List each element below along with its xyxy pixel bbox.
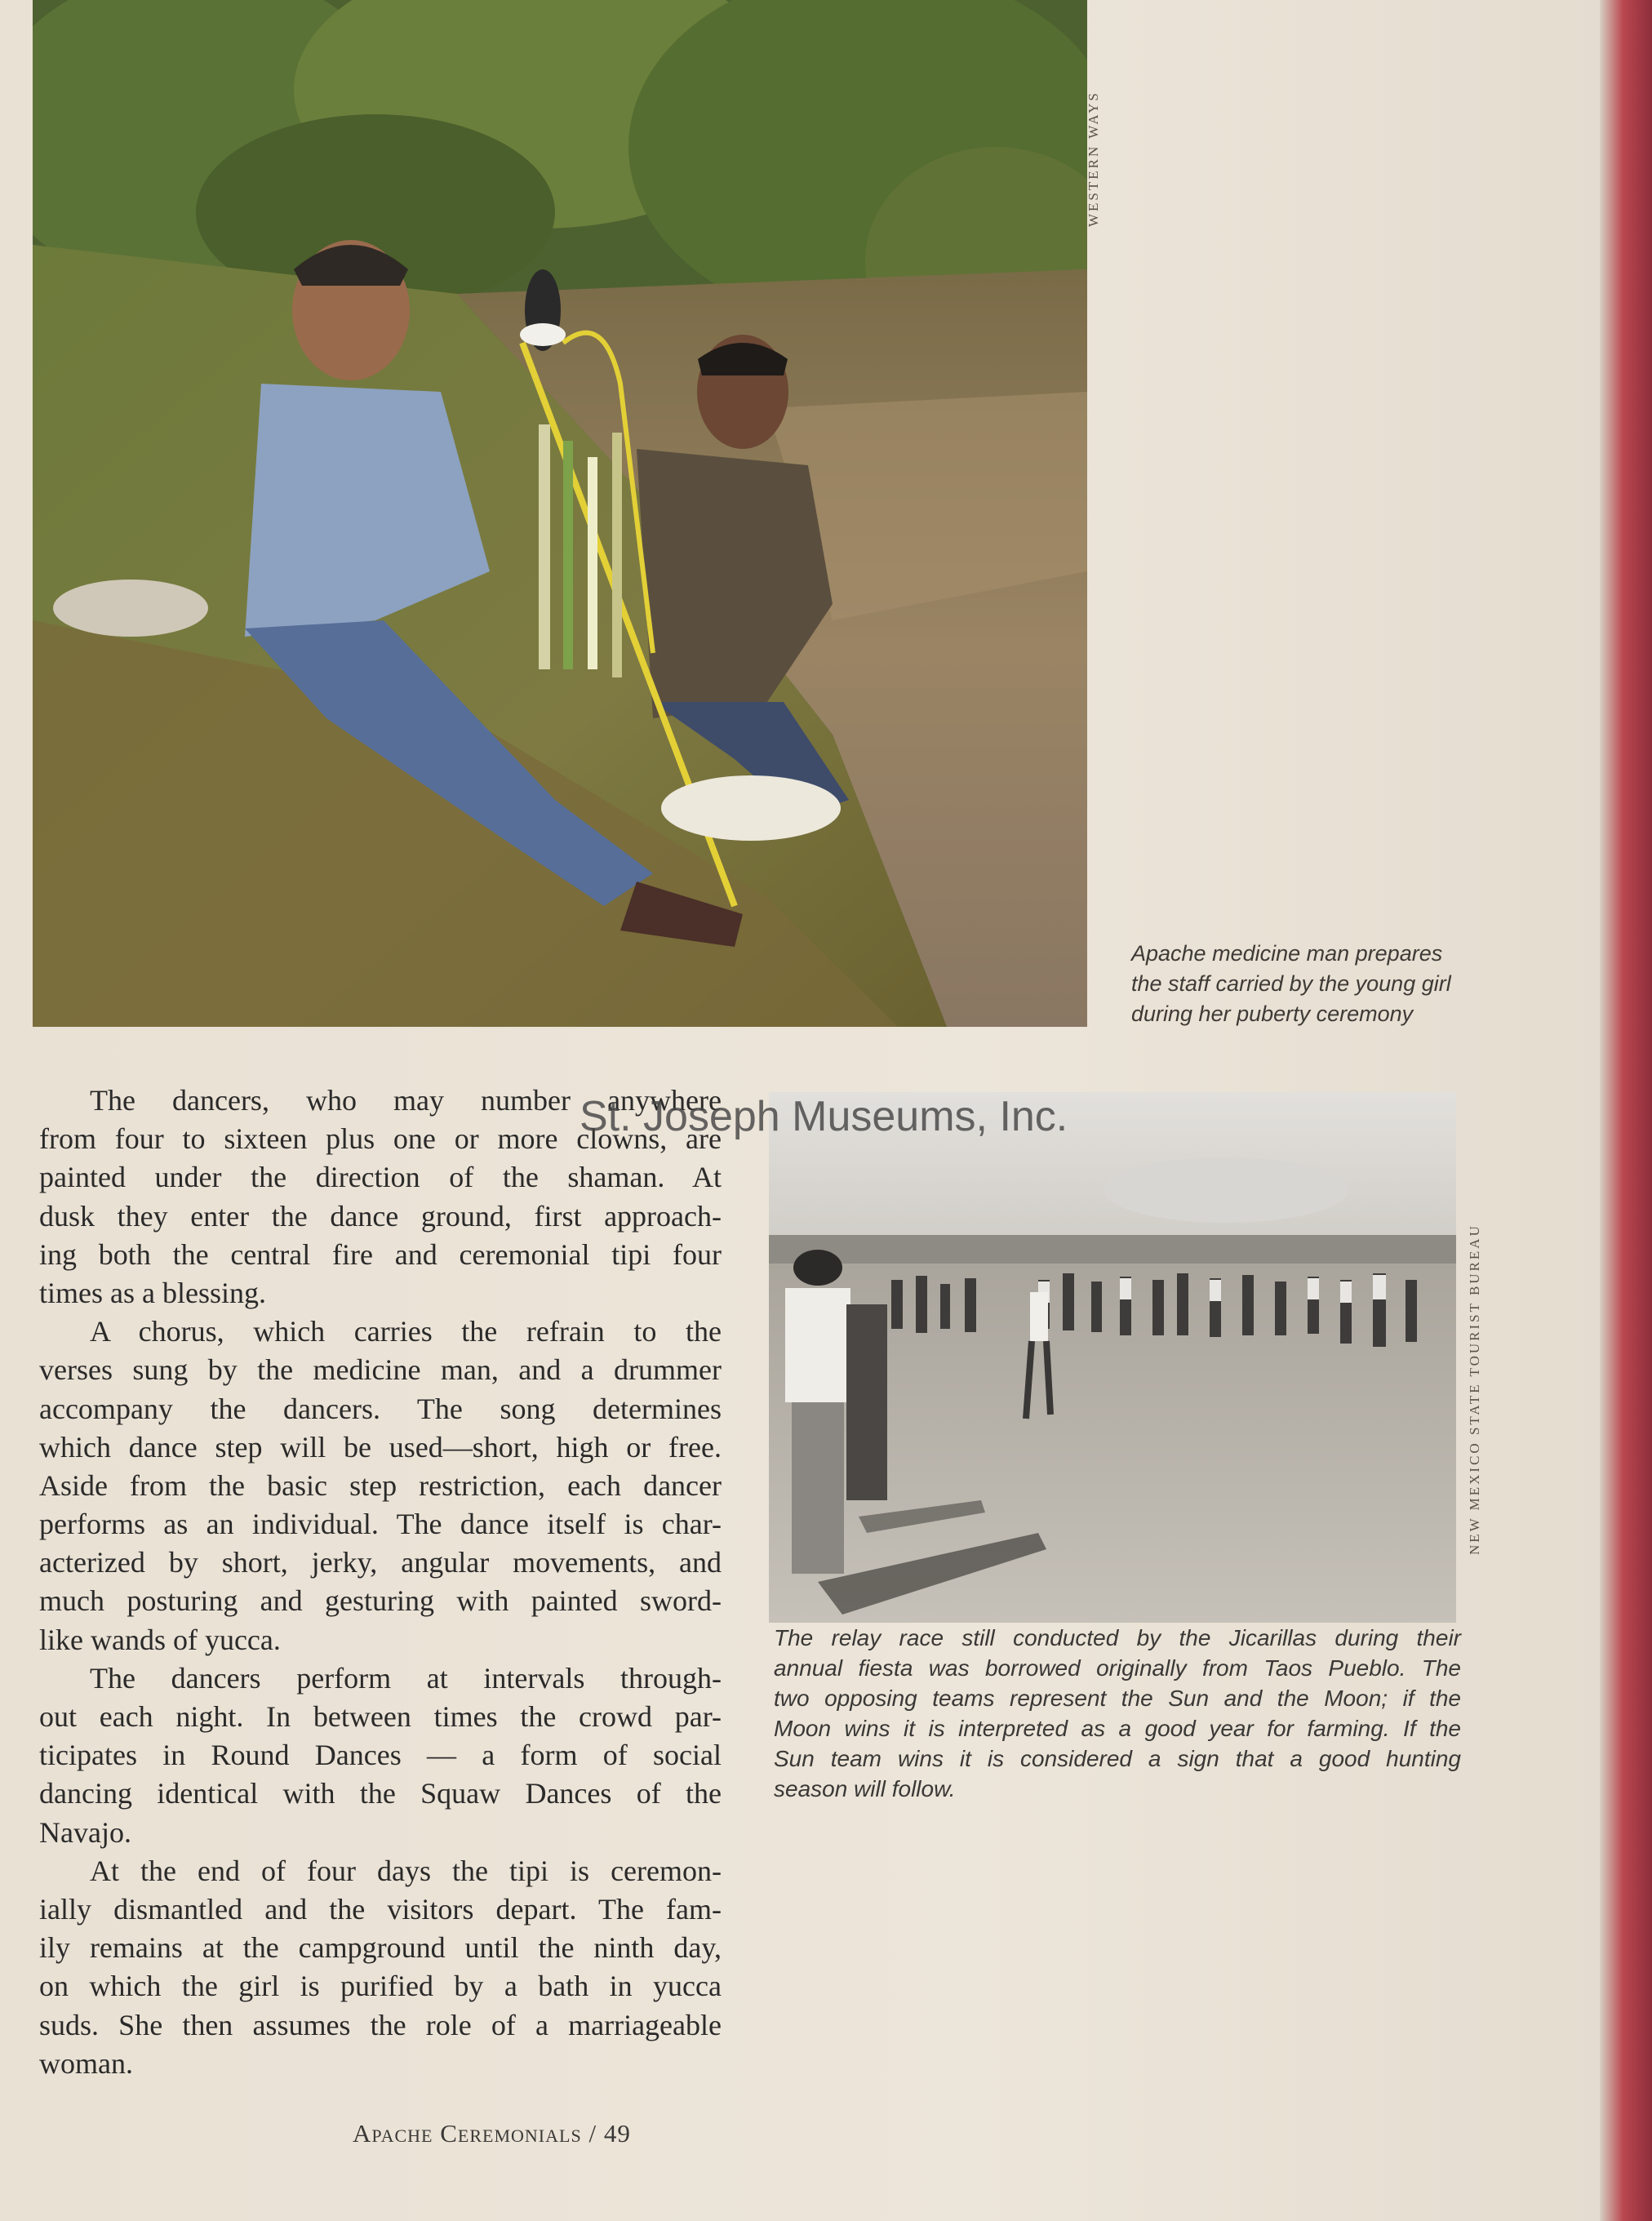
body-line: suds. She then assumes the role of a marriageable bbox=[39, 2008, 722, 2041]
body-line: out each night. In between times the crowd par- bbox=[39, 1700, 722, 1733]
photo-credit-top: WESTERN WAYS bbox=[1086, 91, 1101, 227]
page-footer bbox=[353, 2119, 631, 2148]
body-line: like wands of yucca. bbox=[39, 1623, 281, 1656]
photo-credit-bottom: NEW MEXICO STATE TOURIST BUREAU bbox=[1467, 1224, 1482, 1555]
body-line: painted under the direction of the shaman. At bbox=[39, 1161, 722, 1194]
caption-line: Sun team wins it is considered a sign that a good hunting bbox=[774, 1746, 1461, 1771]
body-text bbox=[39, 1082, 722, 2083]
body-line: times as a blessing. bbox=[39, 1276, 266, 1309]
page-number: 49 bbox=[603, 2119, 631, 2148]
body-line: At the end of four days the tipi is ceremon- bbox=[90, 1854, 722, 1887]
watermark: St. Joseph Museums, Inc. bbox=[580, 1093, 1068, 1140]
body-line: dusk they enter the dance ground, first approach- bbox=[39, 1199, 722, 1233]
body-line: dancing identical with the Squaw Dances of the bbox=[39, 1777, 722, 1810]
caption-line: Moon wins it is interpreted as a good year for farming. If the bbox=[774, 1716, 1461, 1741]
body-line: on which the girl is purified by a bath in yucca bbox=[39, 1970, 722, 2003]
caption-line: Apache medicine man prepares bbox=[1131, 941, 1443, 966]
body-line: The dancers, who may number anywhere bbox=[90, 1084, 722, 1117]
section-title: Apache Ceremonials bbox=[353, 2119, 582, 2148]
body-line: A chorus, which carries the refrain to the bbox=[90, 1315, 722, 1348]
body-line: accompany the dancers. The song determines bbox=[39, 1392, 722, 1425]
body-line: verses sung by the medicine man, and a drummer bbox=[39, 1353, 722, 1387]
body-line: Navajo. bbox=[39, 1815, 131, 1849]
caption-line: during her puberty ceremony bbox=[1131, 1002, 1414, 1026]
body-line: woman. bbox=[39, 2046, 133, 2080]
caption-line: the staff carried by the young girl bbox=[1131, 971, 1451, 996]
body-line: Aside from the basic step restriction, each dancer bbox=[39, 1468, 722, 1502]
body-line: performs as an individual. The dance itself is char- bbox=[39, 1508, 722, 1541]
relay-race-photo bbox=[769, 1092, 1456, 1623]
photo-caption-bottom bbox=[774, 1623, 1461, 1804]
page-edge bbox=[1600, 0, 1652, 2221]
body-line: acterized by short, jerky, angular movements, and bbox=[39, 1546, 722, 1579]
medicine-man-photo bbox=[33, 0, 1087, 1027]
caption-line: two opposing teams represent the Sun and the Moon; if the bbox=[774, 1686, 1461, 1711]
body-line: much posturing and gesturing with painted sword- bbox=[39, 1584, 722, 1618]
body-line: from four to sixteen plus one or more clowns, are bbox=[39, 1122, 722, 1156]
body-line: The dancers perform at intervals through- bbox=[90, 1661, 722, 1695]
body-line: ially dismantled and the visitors depart. The fam- bbox=[39, 1892, 722, 1926]
photo-caption-top bbox=[1131, 939, 1515, 1029]
body-line: ing both the central fire and ceremonial tipi four bbox=[39, 1237, 722, 1271]
caption-line: season will follow. bbox=[774, 1776, 956, 1801]
body-line: ily remains at the campground until the ninth day, bbox=[39, 1931, 722, 1965]
body-line: which dance step will be used—short, high or free. bbox=[39, 1430, 722, 1464]
caption-line: annual fiesta was borrowed originally from Taos Pueblo. The bbox=[774, 1655, 1461, 1681]
separator: / bbox=[588, 2119, 597, 2148]
body-line: ticipates in Round Dances — a form of social bbox=[39, 1739, 722, 1772]
caption-line: The relay race still conducted by the Jicarillas during their bbox=[774, 1625, 1461, 1650]
